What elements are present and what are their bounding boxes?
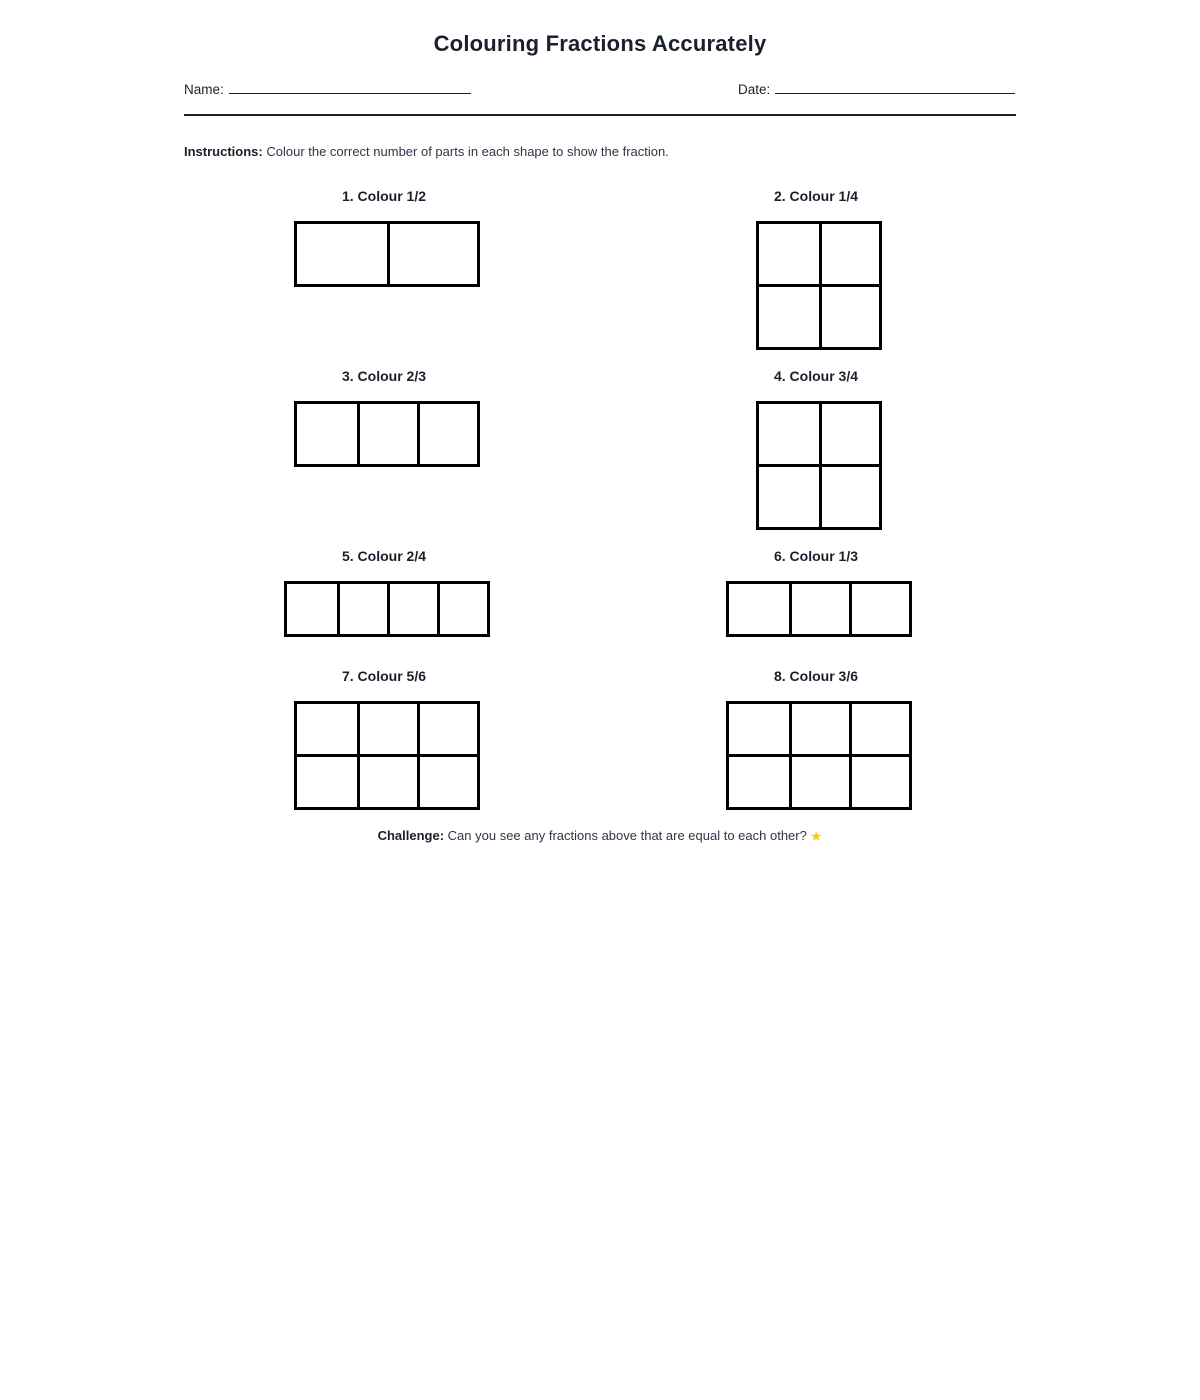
shape-row: [759, 464, 879, 527]
problem-6-shape[interactable]: [726, 581, 912, 637]
problem-8-shape[interactable]: [726, 701, 912, 810]
shape-cell[interactable]: [387, 224, 477, 284]
page-title: Colouring Fractions Accurately: [433, 31, 767, 56]
shape-cell[interactable]: [357, 404, 417, 464]
shape-cell[interactable]: [729, 704, 789, 754]
shape-row: [297, 224, 477, 284]
problem-7-shape[interactable]: [294, 701, 480, 810]
shape-cell[interactable]: [417, 757, 477, 807]
shape-cell[interactable]: [819, 224, 879, 284]
shape-cell[interactable]: [287, 584, 337, 634]
shape-row: [729, 704, 909, 754]
shape-row: [287, 584, 487, 634]
problem-2-title: 2. Colour 1/4: [773, 188, 859, 204]
shape-cell[interactable]: [297, 757, 357, 807]
problem-4-title: 4. Colour 3/4: [773, 368, 859, 384]
challenge-line: [0, 828, 1200, 843]
shape-cell[interactable]: [387, 584, 437, 634]
shape-cell[interactable]: [849, 704, 909, 754]
shape-cell[interactable]: [297, 404, 357, 464]
shape-cell[interactable]: [819, 404, 879, 464]
shape-cell[interactable]: [759, 287, 819, 347]
shape-cell[interactable]: [357, 704, 417, 754]
shape-cell[interactable]: [789, 584, 849, 634]
problem-8-title: 8. Colour 3/6: [773, 668, 859, 684]
shape-cell[interactable]: [819, 287, 879, 347]
name-label: Name:: [184, 82, 224, 97]
shape-cell[interactable]: [437, 584, 487, 634]
challenge-text: Can you see any fractions above that are equal to each other?: [444, 828, 807, 843]
shape-cell[interactable]: [759, 224, 819, 284]
problem-7-title: 7. Colour 5/6: [341, 668, 427, 684]
shape-row: [297, 704, 477, 754]
date-label: Date:: [738, 82, 771, 97]
shape-cell[interactable]: [297, 704, 357, 754]
problem-3-title: 3. Colour 2/3: [341, 368, 427, 384]
shape-row: [759, 284, 879, 347]
shape-cell[interactable]: [297, 224, 387, 284]
shape-cell[interactable]: [849, 584, 909, 634]
problem-1-shape[interactable]: [294, 221, 480, 287]
shape-cell[interactable]: [337, 584, 387, 634]
instructions-label: Instructions:: [184, 144, 263, 159]
problem-3-shape[interactable]: [294, 401, 480, 467]
shape-cell[interactable]: [729, 757, 789, 807]
instructions-text: Colour the correct number of parts in each shape to show the fraction.: [262, 144, 669, 159]
problem-5-title: 5. Colour 2/4: [341, 548, 427, 564]
problem-6-title: 6. Colour 1/3: [773, 548, 859, 564]
shape-cell[interactable]: [729, 584, 789, 634]
shape-row: [297, 404, 477, 464]
star-icon: ★: [809, 828, 823, 844]
problem-4-shape[interactable]: [756, 401, 882, 530]
challenge-label: Challenge:: [377, 828, 445, 843]
shape-row: [729, 584, 909, 634]
shape-cell[interactable]: [789, 757, 849, 807]
shape-cell[interactable]: [819, 467, 879, 527]
shape-cell[interactable]: [789, 704, 849, 754]
shape-row: [729, 754, 909, 807]
shape-cell[interactable]: [417, 704, 477, 754]
shape-cell[interactable]: [357, 757, 417, 807]
shape-cell[interactable]: [849, 757, 909, 807]
shape-cell[interactable]: [759, 404, 819, 464]
shape-row: [759, 224, 879, 284]
shape-row: [297, 754, 477, 807]
problem-2-shape[interactable]: [756, 221, 882, 350]
problem-1-title: 1. Colour 1/2: [341, 188, 427, 204]
shape-row: [759, 404, 879, 464]
problem-5-shape[interactable]: [284, 581, 490, 637]
shape-cell[interactable]: [417, 404, 477, 464]
shape-cell[interactable]: [759, 467, 819, 527]
